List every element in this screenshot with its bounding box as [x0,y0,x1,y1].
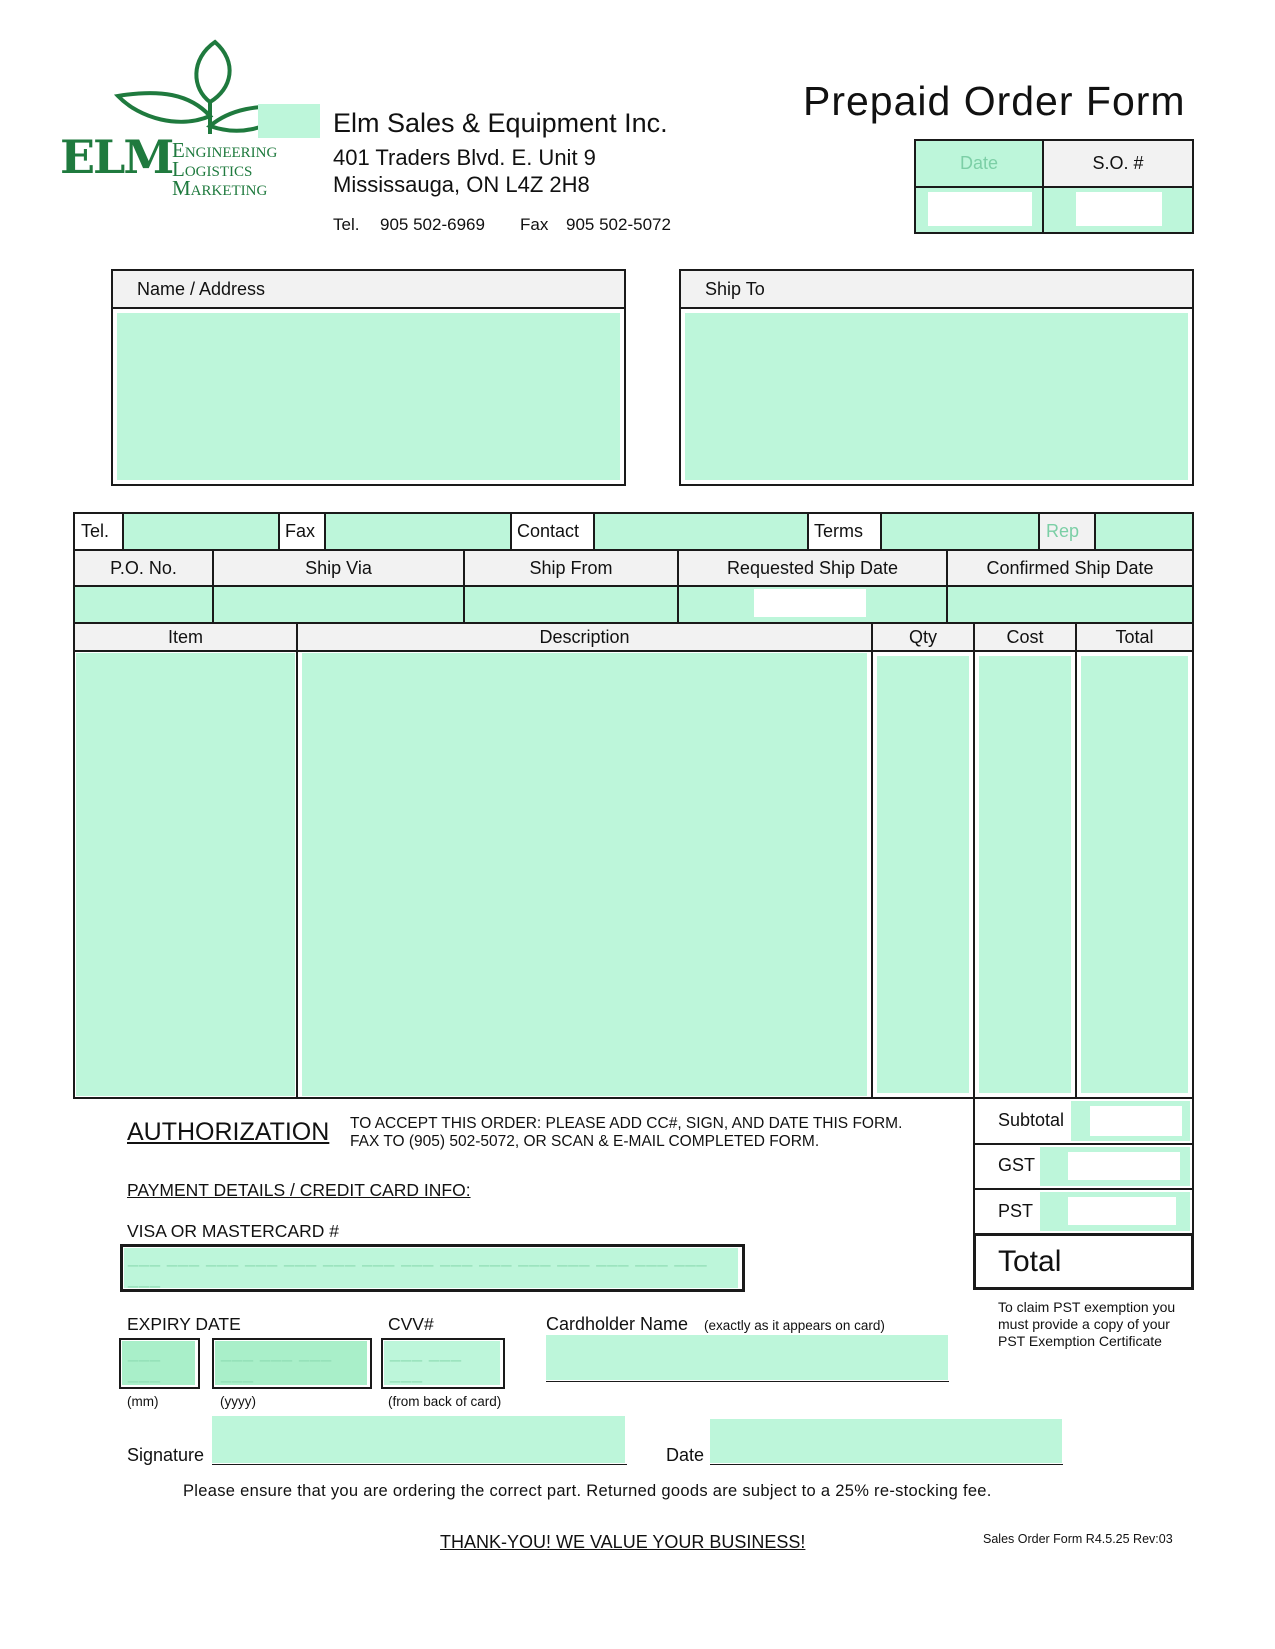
cvv-placeholder: ___ ___ ___ [390,1342,463,1383]
cardholder-name-input[interactable] [546,1335,948,1380]
thank-you-message: THANK-YOU! WE VALUE YOUR BUSINESS! [440,1532,806,1552]
cardholder-note: (exactly as it appears on card) [704,1318,885,1333]
po-number-header [73,549,214,587]
info-divider [510,512,512,551]
pst-input[interactable] [1068,1197,1176,1225]
requested-ship-date-header [677,549,948,587]
pst-note-line-1: To claim PST exemption you [998,1299,1176,1315]
logo-word: ELM [60,130,173,184]
payment-heading: PAYMENT DETAILS / CREDIT CARD INFO: [127,1180,471,1200]
qty-input[interactable] [877,656,969,1093]
date-header-label: Date [959,153,999,173]
ship-from-input[interactable] [463,585,679,624]
expiry-label: EXPIRY DATE [127,1314,241,1334]
date-header [914,139,1044,188]
ship-to-header [679,269,1194,309]
restocking-notice: Please ensure that you are ordering the correct part. Returned goods are subject to a 25% re-stocking fee. [183,1482,992,1500]
signature-date-label: Date [666,1445,705,1465]
info-divider [807,512,809,551]
cardholder-name-underline [546,1381,949,1382]
qty-column-label: Qty [908,626,937,647]
signature-input[interactable] [212,1416,625,1463]
so-header [1042,139,1194,188]
total-column-header [1075,622,1194,652]
po-number-input[interactable] [73,585,214,624]
so-header-label: S.O. # [1092,153,1144,173]
qty-column-header [871,622,975,652]
info-terms-label: Terms [814,521,863,541]
requested-ship-date-input[interactable] [754,589,866,617]
confirmed-ship-date-header [946,549,1194,587]
expiry-month-hint: (mm) [127,1394,159,1409]
so-number-input[interactable] [1076,192,1162,226]
card-number-placeholder: ___ ___ ___ ___ ___ ___ ___ ___ ___ ___ ___ ___ ___ ___ ___ ___ [128,1247,708,1288]
total-input[interactable] [1081,656,1188,1093]
cost-input[interactable] [979,656,1071,1093]
ship-to-input[interactable] [685,313,1188,480]
info-fax-input[interactable] [326,514,510,549]
company-tel: 905 502-6969 [380,215,485,234]
ship-via-input[interactable] [212,585,465,624]
description-column-header [296,622,873,652]
info-divider [278,512,280,551]
expiry-month-input[interactable] [122,1341,195,1385]
ship-via-label: Ship Via [305,557,372,578]
description-column-label: Description [539,626,630,647]
pst-note-line-3: PST Exemption Certificate [998,1333,1162,1349]
signature-date-underline [710,1464,1063,1465]
gst-input[interactable] [1068,1152,1180,1180]
date-input[interactable] [928,192,1032,226]
expiry-year-placeholder: ___ ___ ___ ___ [221,1342,333,1383]
total-column-label: Total [1115,626,1154,647]
info-rep-label: Rep [1046,521,1080,541]
authorization-instructions-2: FAX TO (905) 502-5072, OR SCAN & E-MAIL COMPLETED FORM. [350,1133,820,1150]
signature-date-input[interactable] [710,1419,1062,1463]
ship-from-header [463,549,679,587]
signature-label: Signature [127,1445,205,1465]
grand-total-label: Total [998,1245,1062,1278]
confirmed-ship-date-label: Confirmed Ship Date [986,557,1154,578]
form-title: Prepaid Order Form [803,78,1186,124]
requested-ship-date-label: Requested Ship Date [726,557,899,578]
expiry-month-placeholder: ___ ___ [128,1342,162,1383]
expiry-year-input[interactable] [215,1341,367,1385]
cvv-input[interactable] [384,1341,500,1385]
gst-label: GST [998,1155,1036,1175]
card-number-label: VISA OR MASTERCARD # [127,1221,339,1241]
cvv-label: CVV# [388,1314,434,1334]
cost-column-header [973,622,1077,652]
signature-underline [212,1464,627,1465]
info-tel-input[interactable] [124,514,278,549]
info-contact-label: Contact [517,521,580,541]
expiry-year-hint: (yyyy) [220,1394,256,1409]
po-number-label: P.O. No. [110,557,177,578]
logo-line-1: Engineering [172,138,278,162]
logo-field[interactable] [258,104,320,138]
authorization-heading: AUTHORIZATION [127,1118,330,1146]
cvv-hint: (from back of card) [388,1394,502,1409]
ship-from-label: Ship From [529,557,613,578]
subtotal-label: Subtotal [998,1110,1065,1130]
company-fax: 905 502-5072 [566,215,671,234]
pst-label: PST [998,1201,1034,1221]
form-revision: Sales Order Form R4.5.25 Rev:03 [983,1532,1173,1546]
item-input[interactable] [76,653,295,1096]
logo-line-3: Marketing [172,176,268,200]
subtotal-input[interactable] [1090,1106,1182,1136]
cardholder-label: Cardholder Name [546,1314,689,1334]
confirmed-ship-date-input[interactable] [946,585,1194,624]
logo-line-2: Logistics [172,157,253,181]
company-name: Elm Sales & Equipment Inc. [333,108,668,138]
company-tel-label: Tel. [333,215,360,234]
company-address-2: Mississauga, ON L4Z 2H8 [333,172,590,197]
ship-to-label: Ship To [705,278,765,299]
company-address-1: 401 Traders Blvd. E. Unit 9 [333,145,596,170]
company-fax-label: Fax [520,215,549,234]
item-column-header [73,622,298,652]
name-address-header [111,269,626,309]
info-contact-input[interactable] [595,514,807,549]
info-divider [122,512,124,551]
item-column-label: Item [167,626,203,647]
ship-via-header [212,549,465,587]
name-address-input[interactable] [117,313,620,480]
info-terms-input[interactable] [882,514,1038,549]
description-input[interactable] [302,653,867,1096]
name-address-label: Name / Address [137,278,266,299]
info-rep-input[interactable] [1096,514,1192,549]
info-fax-label: Fax [285,521,316,541]
info-tel-label: Tel. [81,521,110,541]
pst-note-line-2: must provide a copy of your [998,1316,1170,1332]
card-number-input[interactable] [124,1248,738,1288]
authorization-instructions-1: TO ACCEPT THIS ORDER: PLEASE ADD CC#, SIGN, AND DATE THIS FORM. [350,1115,903,1132]
cost-column-label: Cost [1006,626,1044,647]
